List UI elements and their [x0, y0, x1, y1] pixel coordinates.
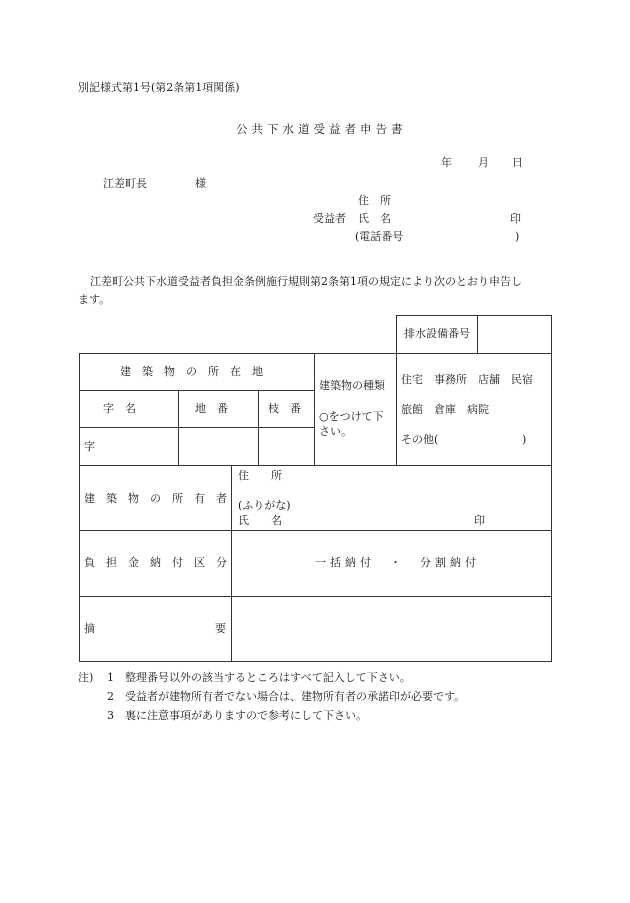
date-month: 月	[478, 156, 489, 169]
date-day: 日	[512, 156, 523, 169]
note-1-text: 整理番号以外の該当するところはすべて記入して下さい。	[125, 671, 411, 684]
payment-options: 一括納付 ・ 分割納付	[315, 556, 480, 569]
honorific: 様	[195, 177, 206, 190]
building-types-other-close: )	[522, 433, 527, 446]
beneficiary-address-label: 住 所	[358, 194, 391, 207]
form-reference: 別記様式第1号(第2条第1項関係)	[78, 81, 240, 94]
owner-seal: 印	[474, 514, 485, 527]
aza-prefix: 字	[84, 440, 95, 453]
building-types-other: その他(	[401, 433, 439, 446]
declaration-line-1: 江差町公共下水道受益者負担金条例施行規則第2条第1項の規定により次のとおり申告し	[90, 275, 522, 288]
building-type-label: 建築物の種類	[319, 379, 385, 392]
note-1-number: 1	[107, 671, 114, 684]
payment-label: 負担金納付区分	[84, 556, 238, 569]
owner-furigana-label: (ふりがな)	[238, 499, 291, 512]
remarks-label-end: 要	[215, 622, 226, 635]
date-year: 年	[441, 156, 452, 169]
beneficiary-seal: 印	[510, 212, 521, 225]
beneficiary-label: 受益者	[313, 212, 346, 225]
building-types-row-1: 住宅 事務所 店舗 民宿	[401, 373, 533, 386]
location-header: 建築物の所在地	[120, 365, 274, 378]
phone-close: )	[515, 230, 520, 243]
note-2-text: 受益者が建物所有者でない場合は、建物所有者の承諾印が必要です。	[125, 690, 466, 703]
branch-number-header: 枝 番	[268, 402, 301, 415]
drain-number-label: 排水設備番号	[404, 327, 470, 340]
building-type-note: ○をつけて下さい。	[319, 410, 384, 438]
note-3-number: 3	[107, 709, 114, 722]
addressee: 江差町長	[103, 177, 147, 190]
owner-name-label: 氏 名	[238, 514, 282, 527]
remarks-label: 摘	[84, 622, 95, 635]
note-2-number: 2	[107, 690, 114, 703]
building-types-row-2: 旅館 倉庫 病院	[401, 403, 489, 416]
aza-name-header: 字 名	[103, 402, 136, 415]
beneficiary-name-label: 氏 名	[358, 212, 391, 225]
owner-label: 建築物の所有者	[84, 492, 238, 505]
note-3-text: 裏に注意事項がありますので参考にして下さい。	[125, 709, 367, 722]
declaration-line-2: ます。	[78, 293, 111, 306]
owner-address-label: 住 所	[238, 469, 282, 482]
notes-label: 注)	[78, 671, 94, 684]
phone-label: (電話番号	[355, 230, 404, 243]
lot-number-header: 地 番	[195, 402, 228, 415]
document-title: 公共下水道受益者申告書	[236, 122, 407, 136]
